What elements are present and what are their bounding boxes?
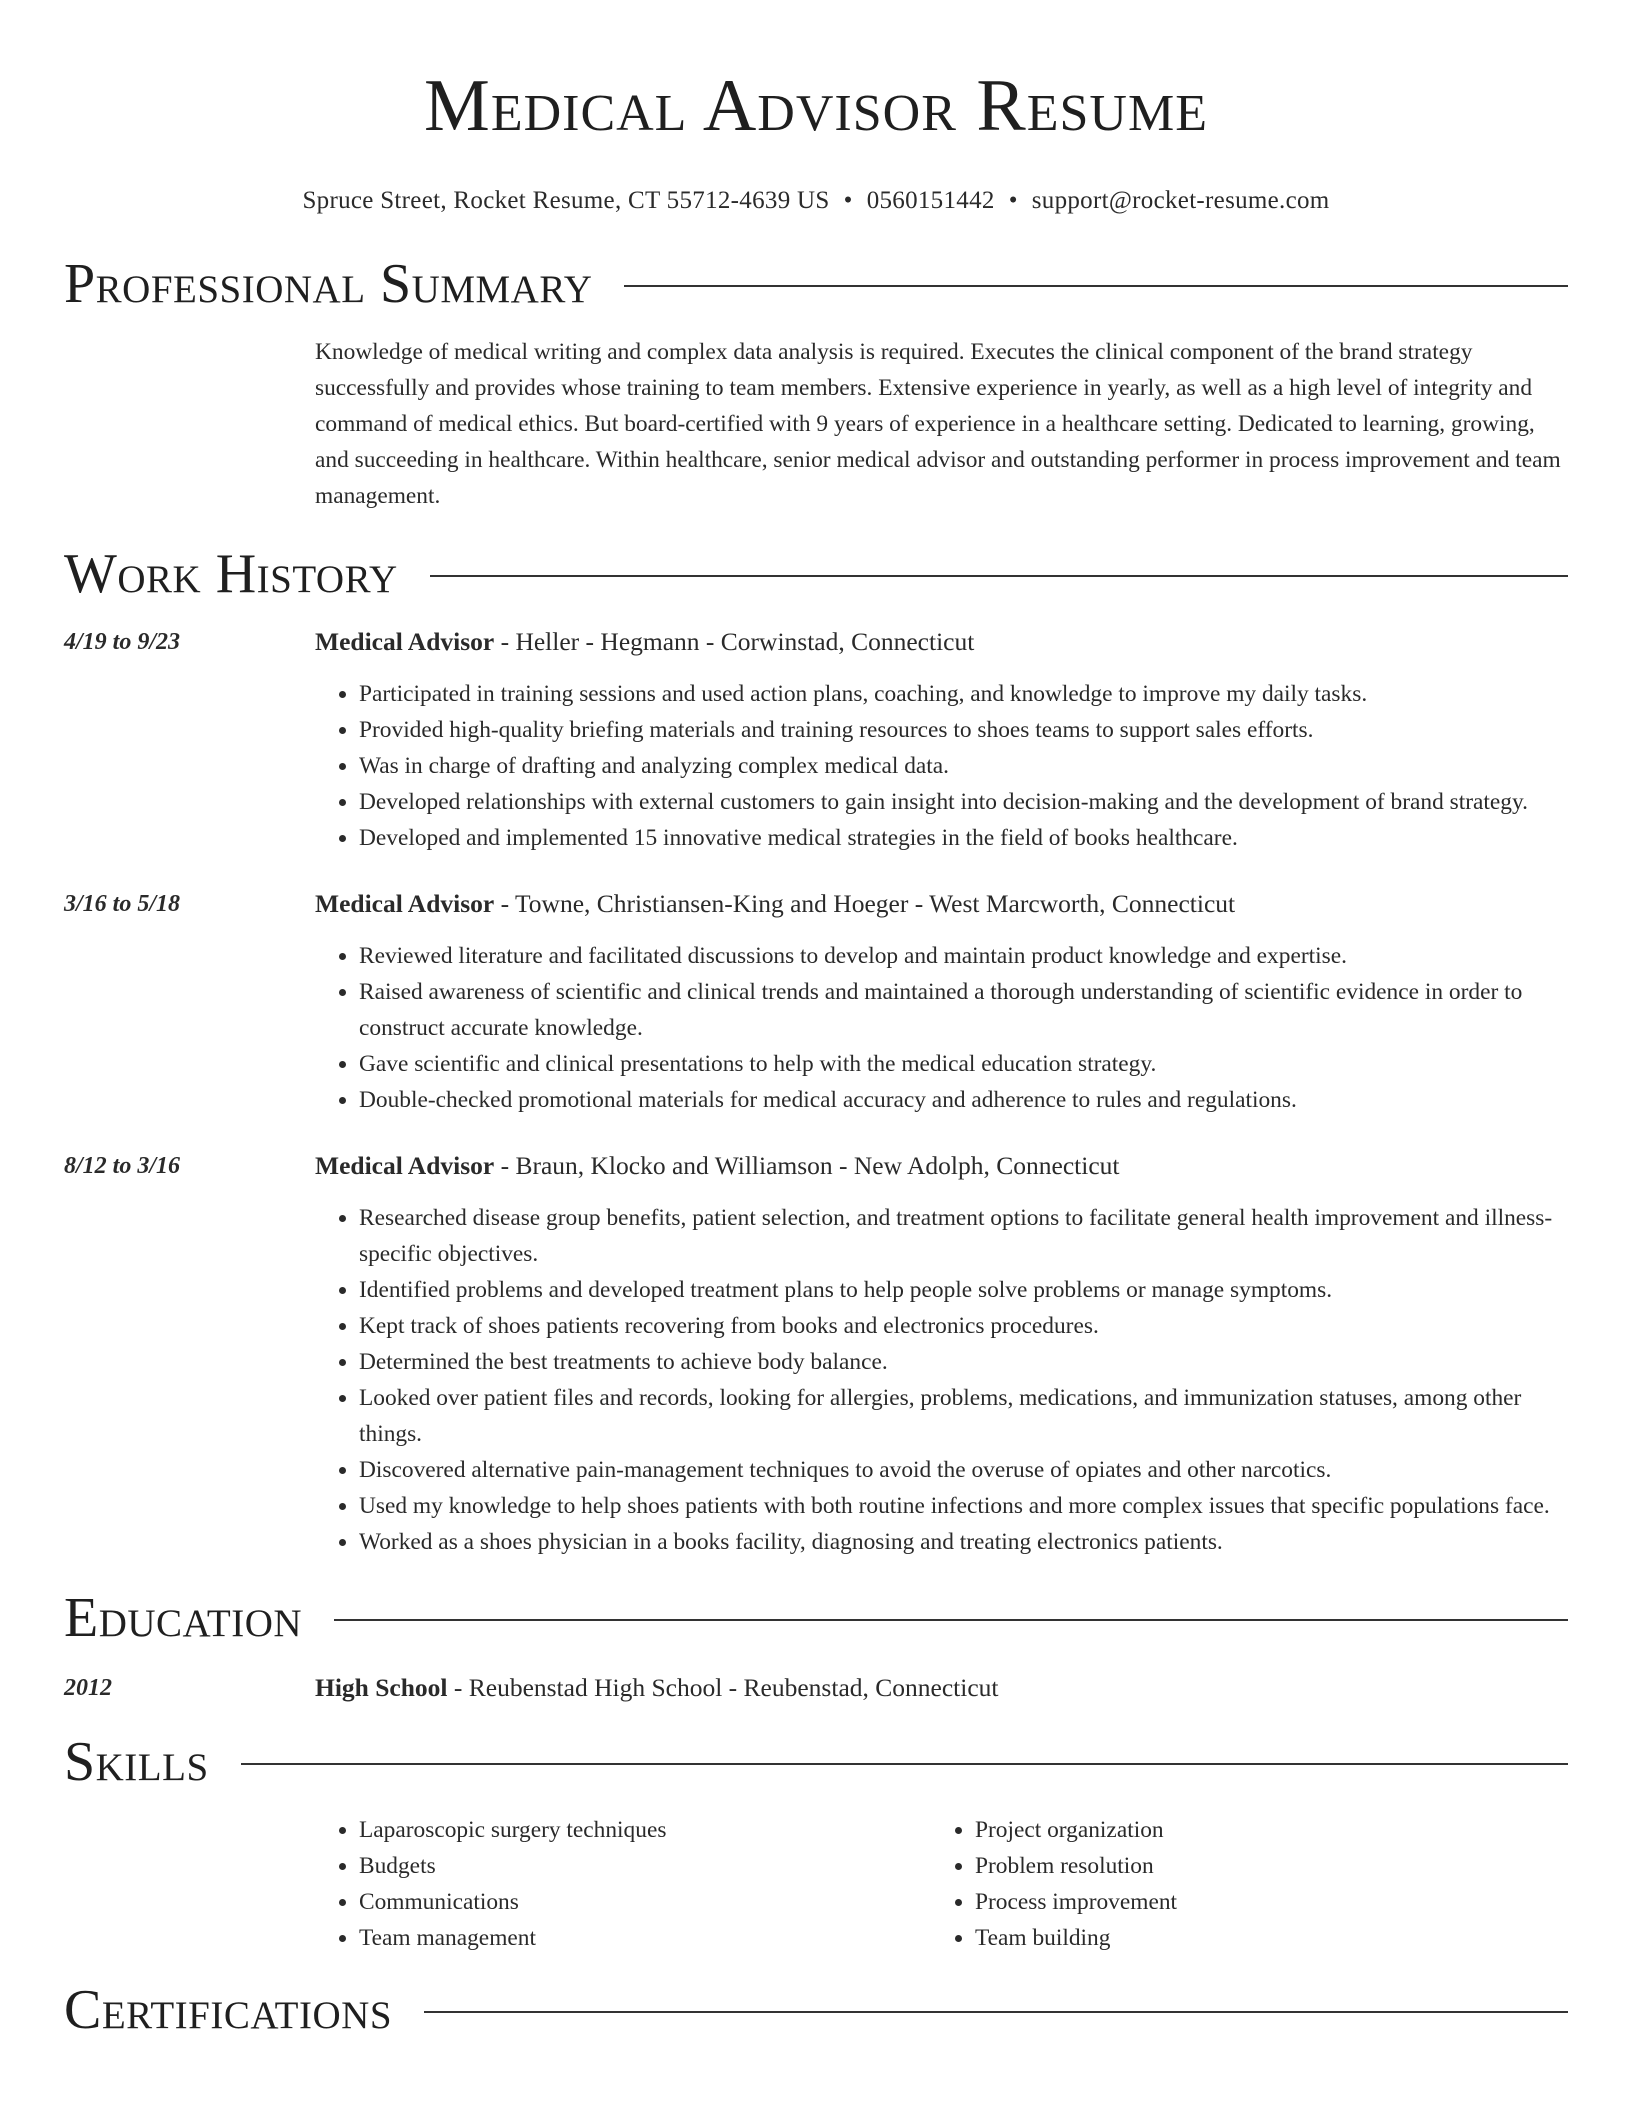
job-dates: 3/16 to 5/18 xyxy=(64,891,181,917)
job-bullet: • Discovered alternative pain-management techniques to avoid the overuse of opiates and other narcotics. xyxy=(359,1452,1568,1488)
job-bullet: • Kept track of shoes patients recovering from books and electronics procedures. xyxy=(359,1308,1568,1344)
skills-column-right xyxy=(931,1812,1535,1956)
job-bullet: • Developed and implemented 15 innovative medical strategies in the field of books healthcare. xyxy=(359,820,1568,856)
contact-phone: 0560151442 xyxy=(866,187,995,214)
job-bullets xyxy=(315,676,1568,856)
section-divider xyxy=(424,2011,1568,2013)
skill-item: • Process improvement xyxy=(975,1884,1535,1920)
job-dates: 8/12 to 3/16 xyxy=(64,1153,181,1179)
job-bullet: • Gave scientific and clinical presentations to help with the medical education strategy. xyxy=(359,1046,1568,1082)
job-bullet: • Used my knowledge to help shoes patients with both routine infections and more complex issues that specific populations face. xyxy=(359,1488,1568,1524)
section-title-summary: Professional Summary xyxy=(64,253,593,315)
section-header-certifications xyxy=(64,1978,1568,2042)
job-details: - Heller - Hegmann - Corwinstad, Connecticut xyxy=(494,627,975,656)
job-bullet: • Provided high-quality briefing materials and training resources to shoes teams to support sales efforts. xyxy=(359,712,1568,748)
skill-item: • Project organization xyxy=(975,1812,1535,1848)
education-year: 2012 xyxy=(64,1675,112,1701)
job-role: Medical Advisor xyxy=(315,627,495,656)
job-bullet: • Was in charge of drafting and analyzing complex medical data. xyxy=(359,748,1568,784)
education-details: - Reubenstad High School - Reubenstad, Connecticut xyxy=(447,1673,999,1702)
section-divider xyxy=(624,285,1568,287)
skills-column-left xyxy=(315,1812,931,1956)
job-bullet: • Identified problems and developed treatment plans to help people solve problems or manage symptoms. xyxy=(359,1272,1568,1308)
job-bullet: • Looked over patient files and records, looking for allergies, problems, medications, and immunization statuses, among other things. xyxy=(359,1380,1568,1452)
job-entry xyxy=(64,1148,1568,1560)
resume-title: Medical Advisor Resume xyxy=(424,65,1208,147)
job-entry xyxy=(64,886,1568,1118)
section-title-certifications: Certifications xyxy=(64,1979,393,2041)
skill-item: • Problem resolution xyxy=(975,1848,1535,1884)
skill-item: • Team building xyxy=(975,1920,1535,1956)
job-bullets xyxy=(315,938,1568,1118)
resume-page xyxy=(64,0,1568,2042)
section-title-education: Education xyxy=(64,1587,303,1649)
education-entry xyxy=(64,1670,1568,1706)
education-degree: High School xyxy=(315,1673,448,1702)
contact-line xyxy=(64,184,1568,218)
job-role: Medical Advisor xyxy=(315,1151,495,1180)
section-title-work-history: Work History xyxy=(64,543,398,605)
section-header-summary xyxy=(64,252,1568,316)
section-header-education xyxy=(64,1586,1568,1650)
section-divider xyxy=(334,1619,1568,1621)
job-bullet: • Determined the best treatments to achieve body balance. xyxy=(359,1344,1568,1380)
job-heading xyxy=(315,886,1568,922)
contact-separator: • xyxy=(1008,187,1018,214)
job-entry xyxy=(64,624,1568,856)
skills-list xyxy=(315,1812,1568,1956)
skill-item: • Team management xyxy=(359,1920,931,1956)
job-role: Medical Advisor xyxy=(315,889,495,918)
job-bullets xyxy=(315,1200,1568,1560)
job-details: - Towne, Christiansen-King and Hoeger - West Marcworth, Connecticut xyxy=(494,889,1236,918)
summary-text: Knowledge of medical writing and complex data analysis is required. Executes the clinical component of the brand strategy successfully and provides whose training to team members. Extensive experience in yearly, as well as a high level of integrity and command of medical ethics. But board-certified with 9 years of experience in a healthcare setting. Dedicated to learning, growing, and succeeding in healthcare. Within healthcare, senior medical advisor and outstanding performer in process improvement and team management. xyxy=(315,339,1561,509)
skill-item: • Laparoscopic surgery techniques xyxy=(359,1812,931,1848)
job-heading xyxy=(315,1148,1568,1184)
skill-item: • Budgets xyxy=(359,1848,931,1884)
section-header-work-history xyxy=(64,542,1568,606)
education-heading xyxy=(315,1670,1568,1706)
job-bullet: • Participated in training sessions and used action plans, coaching, and knowledge to improve my daily tasks. xyxy=(359,676,1568,712)
job-bullet: • Researched disease group benefits, patient selection, and treatment options to facilitate general health improvement and illness-specific objectives. xyxy=(359,1200,1568,1272)
contact-address: Spruce Street, Rocket Resume, CT 55712-4639 US xyxy=(302,187,830,214)
job-bullet: • Raised awareness of scientific and clinical trends and maintained a thorough understanding of scientific evidence in order to construct accurate knowledge. xyxy=(359,974,1568,1046)
section-header-skills xyxy=(64,1730,1568,1794)
job-heading xyxy=(315,624,1568,660)
job-details: - Braun, Klocko and Williamson - New Adolph, Connecticut xyxy=(494,1151,1120,1180)
contact-separator: • xyxy=(843,187,853,214)
contact-email[interactable]: support@rocket-resume.com xyxy=(1031,187,1330,214)
section-divider xyxy=(241,1763,1568,1765)
job-bullet: • Reviewed literature and facilitated discussions to develop and maintain product knowledge and expertise. xyxy=(359,938,1568,974)
job-bullet: • Worked as a shoes physician in a books facility, diagnosing and treating electronics patients. xyxy=(359,1524,1568,1560)
job-bullet: • Double-checked promotional materials for medical accuracy and adherence to rules and regulations. xyxy=(359,1082,1568,1118)
skill-item: • Communications xyxy=(359,1884,931,1920)
section-title-skills: Skills xyxy=(64,1731,209,1793)
section-divider xyxy=(430,575,1568,577)
job-bullet: • Developed relationships with external customers to gain insight into decision-making and the development of brand strategy. xyxy=(359,784,1568,820)
job-dates: 4/19 to 9/23 xyxy=(64,629,181,655)
